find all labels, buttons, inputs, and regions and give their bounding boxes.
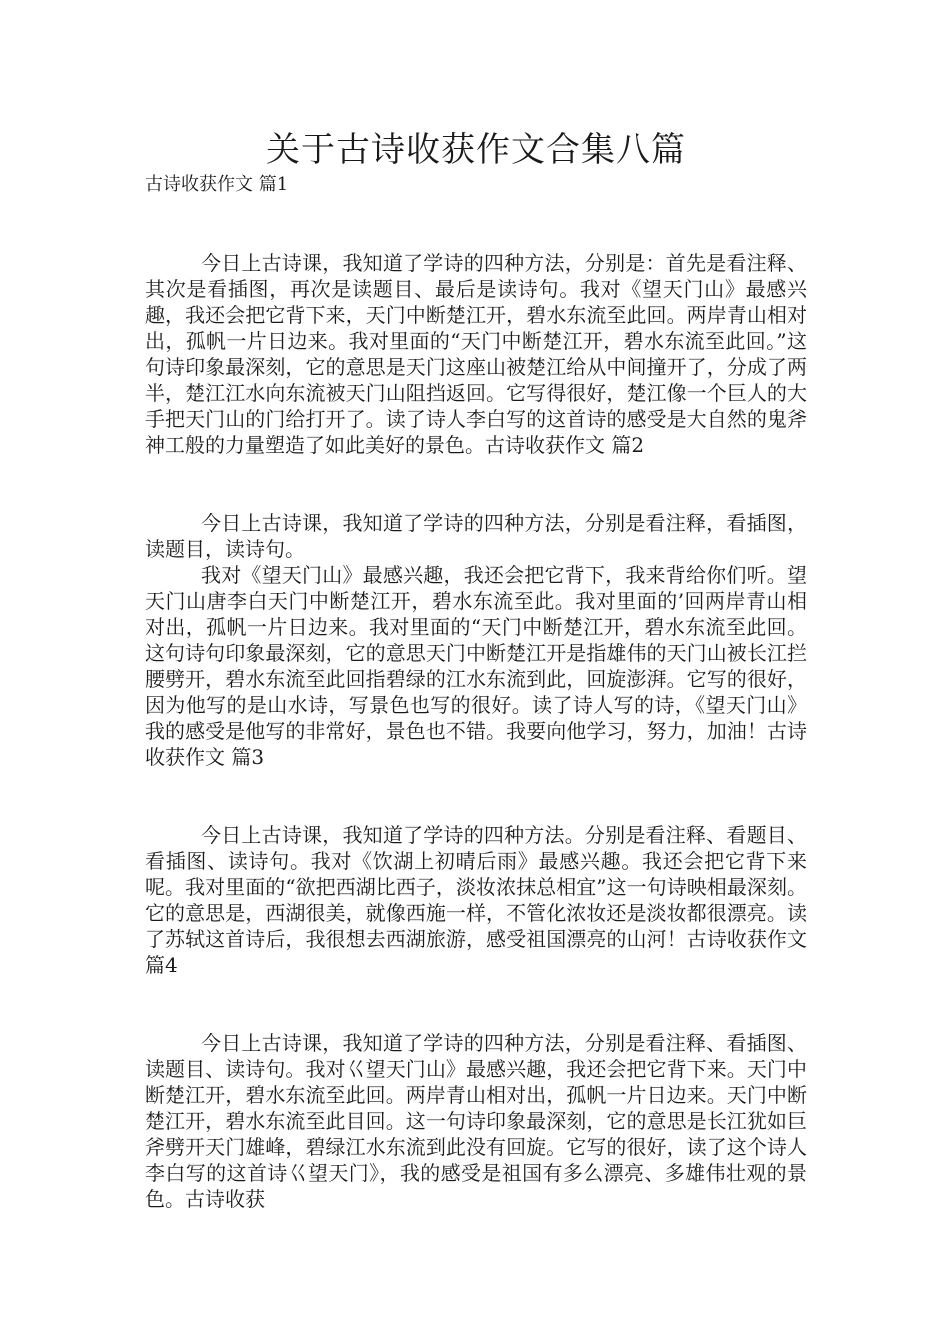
paragraph: 我对《望天门山》最感兴趣，我还会把它背下，我来背给你们听。望天门山唐李白天门中断楚江开，碧水东流至此。我对里面的’回两岸青山相对出，孤帆一片日边来。我对里面的“天门中断楚江开，碧水东流至此回。这句诗句印象最深刻，它的意思天门中断楚江开是指雄伟的天门山被长江拦腰劈开，碧水东流至此回指碧绿的江水东流到此，回旋澎湃。它写的很好，因为他写的是山水诗，写景色也写的很好。读了诗人写的诗，《望天门山》我的感受是他写的非常好，景色也不错。我要向他学习，努力，加油！古诗收获作文 篇3 — [145, 563, 807, 769]
spacer — [145, 198, 807, 250]
spacer — [145, 458, 807, 510]
paragraph: 今日上古诗课，我知道了学诗的四种方法，分别是：首先是看注释、其次是看插图，再次是读题目、最后是读诗句。我对《望天门山》最感兴趣，我还会把它背下来，天门中断楚江开，碧水东流至此回。两岸青山相对出，孤帆一片日边来。我对里面的“天门中断楚江开，碧水东流至此回。”这句诗印象最深刻，它的意思是天门这座山被楚江给从中间撞开了，分成了两半，楚江江水向东流被天门山阻挡返回。它写得很好，楚江像一个巨人的大手把天门山的门给打开了。读了诗人李白写的这首诗的感受是大自然的鬼斧神工般的力量塑造了如此美好的景色。古诗收获作文 篇2 — [145, 251, 807, 457]
document-page — [145, 128, 807, 1212]
paragraph: 今日上古诗课，我知道了学诗的四种方法，分别是看注释、看插图、读题目、读诗句。我对巜望天门山》最感兴趣，我还会把它背下来。天门中断楚江开，碧水东流至此回。两岸青山相对出，孤帆一片日边来。天门中断楚江开，碧水东流至此目回。这一句诗印象最深刻，它的意思是长江犹如巨斧劈开天门雄峰，碧绿江水东流到此没有回旋。它写的很好，读了这个诗人李白写的这首诗巜望天门》，我的感受是祖国有多么漂亮、多雄伟壮观的景色。古诗收获 — [145, 1031, 807, 1211]
spacer — [145, 770, 807, 822]
section-heading: 古诗收获作文 篇1 — [145, 174, 289, 195]
spacer — [145, 978, 807, 1030]
document-title: 关于古诗收获作文合集八篇 — [266, 130, 686, 170]
paragraph: 今日上古诗课，我知道了学诗的四种方法。分别是看注释、看题目、看插图、读诗句。我对《饮湖上初晴后雨》最感兴趣。我还会把它背下来呢。我对里面的“欲把西湖比西子，淡妆浓抹总相宜”这一句诗映相最深刻。它的意思是，西湖很美，就像西施一样，不管化浓妆还是淡妆都很漂亮。读了苏轼这首诗后，我很想去西湖旅游，感受祖国漂亮的山河！古诗收获作文 篇4 — [145, 823, 807, 977]
paragraph: 今日上古诗课，我知道了学诗的四种方法，分别是看注释，看插图，读题目，读诗句。 — [145, 511, 807, 561]
